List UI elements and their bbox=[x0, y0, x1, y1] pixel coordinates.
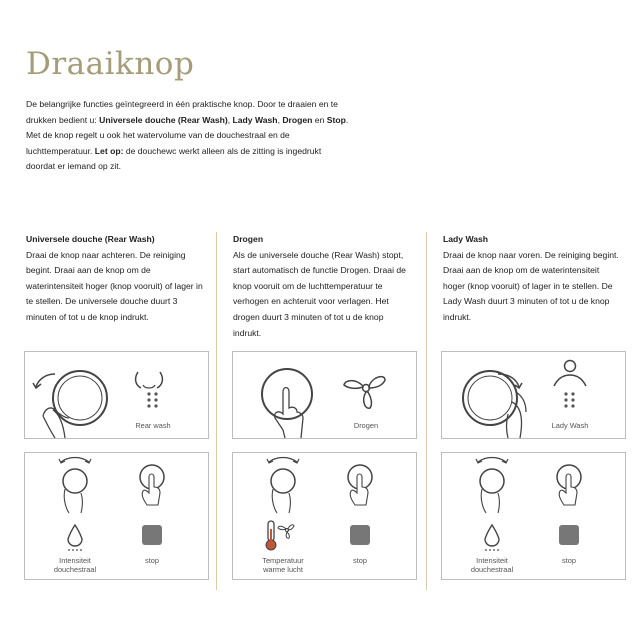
intro-segment: De belangrijke functies geïntegreerd in één praktische knop. Door te draaien en te drukken bedient u: bbox=[26, 99, 338, 125]
panel-caption: Rear wash bbox=[135, 421, 171, 430]
lady-wash-panel bbox=[441, 351, 626, 439]
column-lady-wash bbox=[443, 232, 623, 326]
rear-wash-panel bbox=[24, 351, 209, 439]
intro-bold-drogen: Drogen bbox=[282, 114, 313, 125]
intro-bold-let-op: Let op: bbox=[94, 145, 124, 156]
rear-wash-icon bbox=[25, 352, 208, 438]
column-heading: Universele douche (Rear Wash) bbox=[26, 234, 155, 244]
control-caption: stop bbox=[562, 556, 576, 565]
intro-bold-rear-wash: Universele douche (Rear Wash) bbox=[99, 114, 228, 125]
intro-segment: de douchewc werkt alleen als de zitting is ingedrukt doordat er iemand op zit. bbox=[26, 145, 322, 172]
intro-bold-lady-wash: Lady Wash bbox=[232, 114, 278, 125]
column-divider bbox=[216, 232, 217, 590]
column-body: Draai de knop naar achteren. De reiniging begint. Draai aan de knop om de waterintensiteit hoger (knop vooruit) of lager in te stellen. De universele douche duurt 3 minuten of tot u de knop indrukt. bbox=[26, 249, 203, 322]
drogen-panel bbox=[232, 351, 417, 439]
panel-caption: Drogen bbox=[353, 421, 379, 430]
column-heading: Lady Wash bbox=[443, 234, 489, 244]
page-title: Draaiknop bbox=[26, 46, 195, 82]
intro-segment: , bbox=[277, 114, 283, 125]
control-caption: stop bbox=[145, 556, 159, 565]
intro-bold-stop: Stop bbox=[326, 114, 346, 125]
intro-segment: en bbox=[312, 114, 327, 125]
drogen-controls-panel bbox=[232, 452, 417, 580]
control-caption: Intensiteit douchestraal bbox=[470, 556, 514, 574]
panel-caption: Lady Wash bbox=[551, 421, 589, 430]
lady-wash-controls-panel bbox=[441, 452, 626, 580]
intro-segment: , bbox=[227, 114, 233, 125]
column-body: Als de universele douche (Rear Wash) stopt, start automatisch de functie Drogen. Draai de knop vooruit om de luchttemperatuur te verhogen en achteruit voor verlagen. Het drogen duurt 3 minuten of tot u de knop indrukt. bbox=[233, 249, 406, 338]
column-drogen bbox=[233, 232, 413, 341]
column-heading: Drogen bbox=[233, 234, 264, 244]
column-rear-wash bbox=[26, 232, 206, 326]
column-divider bbox=[426, 232, 427, 590]
control-caption: Temperatuur warme lucht bbox=[262, 556, 304, 574]
control-caption: stop bbox=[353, 556, 367, 565]
intro-text bbox=[26, 97, 351, 175]
column-body: Draai de knop naar voren. De reiniging begint. Draai aan de knop om de waterintensiteit hoger (knop vooruit) of lager in te stellen. De Lady Wash duurt 3 minuten of tot u de knop indrukt. bbox=[443, 249, 619, 322]
rear-wash-controls-panel bbox=[24, 452, 209, 580]
lady-wash-icon bbox=[442, 352, 625, 438]
control-caption: Intensiteit douchestraal bbox=[53, 556, 97, 574]
intro-segment: . Met de knop regelt u ook het watervolume van de douchestraal en de luchttemperatuur. bbox=[26, 114, 349, 156]
